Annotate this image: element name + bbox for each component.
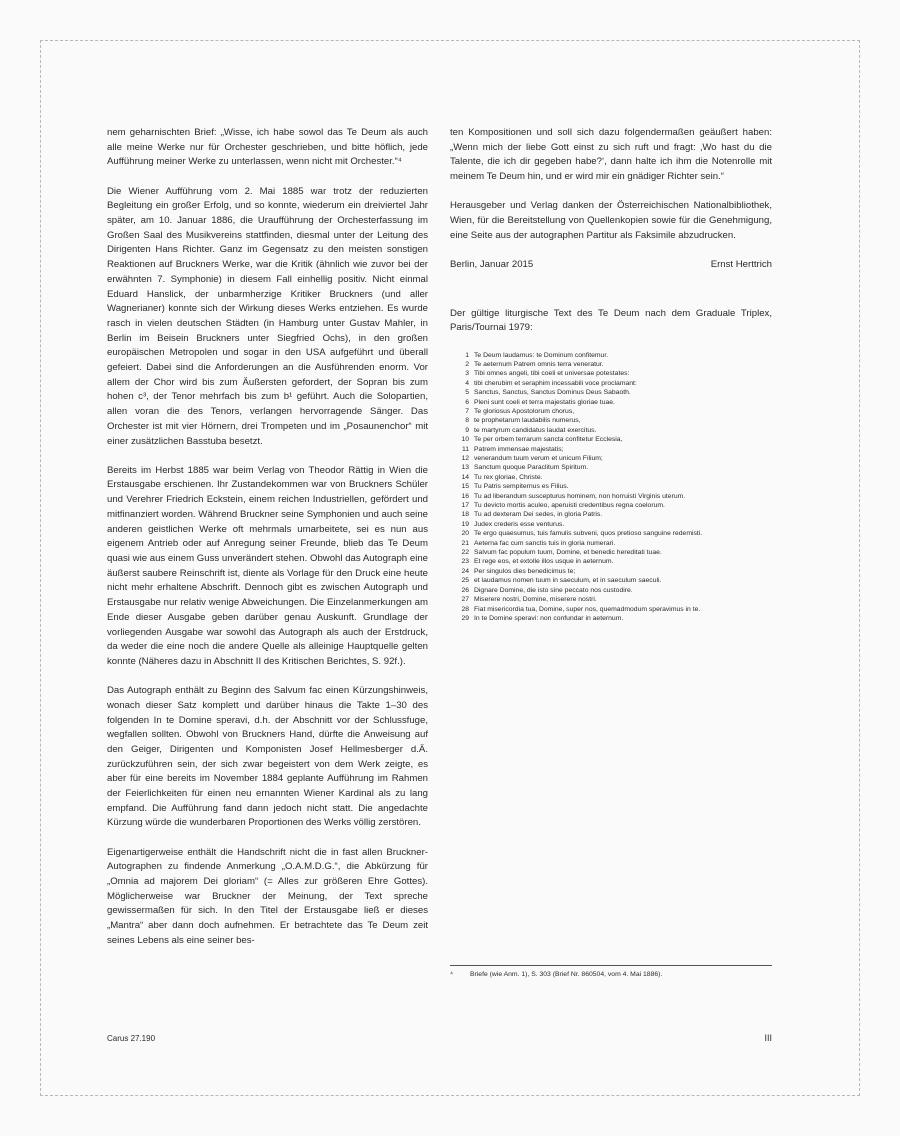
line-text: In te Domine speravi: non confundar in aeternum. xyxy=(474,614,624,622)
line-text: Pleni sunt coeli et terra majestatis gloriae tuae. xyxy=(474,398,615,406)
te-deum-line xyxy=(450,482,772,491)
line-number: 5 xyxy=(465,389,469,397)
line-text: Te Deum laudamus: te Dominum confitemur. xyxy=(474,351,609,359)
line-number: 24 xyxy=(461,567,469,575)
line-text: Tu devicto mortis aculeo, aperuisti credentibus regna coelorum. xyxy=(474,502,665,510)
left-column xyxy=(107,126,428,963)
line-text: Tu rex gloriae, Christe. xyxy=(474,473,543,481)
signature-place-date: Berlin, Januar 2015 xyxy=(450,258,534,270)
line-number: 11 xyxy=(461,445,469,453)
te-deum-line xyxy=(450,416,772,425)
line-text: Tu ad liberandum suscepturus hominem, non horruisti Virginis uterum. xyxy=(474,492,686,500)
footnote-text: Briefe (wie Anm. 1), S. 303 (Brief Nr. 860504, vom 4. Mai 1886). xyxy=(470,971,663,978)
line-number: 2 xyxy=(465,360,469,368)
line-number: 16 xyxy=(461,492,469,500)
line-text: Te per orbem terrarum sancta confitetur Ecclesia, xyxy=(474,436,623,444)
line-text: Te aeternum Patrem omnis terra veneratur. xyxy=(474,360,604,368)
line-number: 28 xyxy=(461,605,469,613)
line-number: 14 xyxy=(461,473,469,481)
line-text: Tu Patris sempiternus es Filius. xyxy=(474,483,569,491)
te-deum-text-list xyxy=(450,351,772,624)
line-number: 22 xyxy=(461,549,469,557)
te-deum-line xyxy=(450,548,772,557)
line-text: Fiat misericordia tua, Domine, super nos, quemadmodum speravimus in te. xyxy=(474,605,701,613)
te-deum-line xyxy=(450,595,772,604)
line-text: Salvum fac populum tuum, Domine, et benedic hereditati tuae. xyxy=(474,549,662,557)
te-deum-line xyxy=(450,605,772,614)
te-deum-line xyxy=(450,501,772,510)
te-deum-line xyxy=(450,398,772,407)
te-deum-line xyxy=(450,463,772,472)
line-number: 3 xyxy=(465,370,469,378)
te-deum-line xyxy=(450,520,772,529)
line-number: 21 xyxy=(461,539,469,547)
line-text: Patrem immensae majestatis; xyxy=(474,445,564,453)
te-deum-line xyxy=(450,379,772,388)
te-deum-line xyxy=(450,567,772,576)
line-number: 17 xyxy=(461,502,469,510)
line-number: 4 xyxy=(465,379,469,387)
line-text: Per singulos dies benedicimus te; xyxy=(474,567,576,575)
right-column xyxy=(450,126,772,623)
text-intro: Der gültige liturgische Text des Te Deum nach dem Graduale Triplex, Paris/Tournai 1979: xyxy=(450,307,772,334)
line-number: 7 xyxy=(465,407,469,415)
line-number: 27 xyxy=(461,596,469,604)
te-deum-line xyxy=(450,539,772,548)
page-number: III xyxy=(764,1033,772,1043)
line-text: Dignare Domine, die isto sine peccato nos custodire. xyxy=(474,586,633,594)
line-number: 6 xyxy=(465,398,469,406)
line-number: 18 xyxy=(461,511,469,519)
line-number: 26 xyxy=(461,586,469,594)
line-text: venerandum tuum verum et unicum Filium; xyxy=(474,455,603,462)
paragraph: Herausgeber und Verlag danken der Österreichischen Nationalbibliothek, Wien, für die Bereitstellung von Quellenkopien sowie für die Genehmigung, eine Seite aus der autographen Partitur als Faksimile abzudrucken. xyxy=(450,200,772,241)
paragraph: Die Wiener Aufführung vom 2. Mai 1885 war trotz der reduzierten Begleitung ein großer Erfolg, und so konnte, wiederum ein dreiviertel Jahr später, am 10. Januar 1886, die Uraufführung der Orchesterfassung im Großen Saal des Musikvereins stattfinden, diesmal unter der Leitung des Dirigenten Hans Richter. Ganz im Gegensatz zu den meisten sonstigen Reaktionen auf Bruckners Werke, war die Kritik (ähnlich wie zuvor bei der erwähnten 7. Symphonie) in diesem Fall einhellig positiv. Nicht einmal Eduard Hanslick, der unbarmherzige Kritiker Bruckners (und aller Wagnerianer) konnte sich der Wirkung dieses Werks entziehen. Es wurde rasch in vielen deutschen Städten (in Hamburg unter Gustav Mahler, in Berlin im Beisein Bruckners unter Siegfried Ochs), in den großen europäischen Metropolen und sogar in den USA aufgeführt und überall gefeiert. Dabei sind die Anforderungen an die Ausführenden enorm. Vor allem der Chor wird bis zum Äußersten gefordert, der Sopran bis zum hohen c³, der Tenor mehrfach bis zum b¹ geführt. Auch die Solopartien, allen voran die des Tenors, verlangen hervorragende Sänger. Das Orchester ist mit vier Hörnern, drei Trompeten und im „Posaunenchor“ mit einer zusätzlichen Basstuba besetzt. xyxy=(107,185,428,447)
line-text: Tibi omnes angeli, tibi coeli et universae potestates: xyxy=(474,370,630,378)
line-number: 15 xyxy=(461,483,469,491)
te-deum-line xyxy=(450,351,772,360)
te-deum-line xyxy=(450,388,772,397)
line-number: 1 xyxy=(465,351,469,359)
line-text: Tu ad dexteram Dei sedes, in gloria Patris. xyxy=(474,511,603,519)
te-deum-line xyxy=(450,407,772,416)
line-text: Sanctus, Sanctus, Sanctus Dominus Deus Sabaoth. xyxy=(474,389,631,397)
line-text: tibi cherubim et seraphim incessabili voce proclamant: xyxy=(474,379,637,387)
signature-line xyxy=(450,258,772,273)
paragraph: Eigenartigerweise enthält die Handschrift nicht die in fast allen Bruckner-Autographen zu findende Anmerkung „O.A.M.D.G.“, die Abkürzung für „Omnia ad majorem Dei gloriam“ (= Alles zur größeren Ehre Gottes). Möglicherweise war Bruckner der Meinung, der Text spreche gewissermaßen für sich. In den Titel der Erstausgabe ließ er dieses „Mantra“ aber dann doch aufnehmen. Er betrachtete das Te Deum zeit seines Lebens als eine seiner bes- xyxy=(107,846,428,946)
te-deum-line xyxy=(450,576,772,585)
te-deum-line xyxy=(450,445,772,454)
line-text: Miserere nostri, Domine, miserere nostri. xyxy=(474,596,597,604)
te-deum-line xyxy=(450,557,772,566)
line-number: 25 xyxy=(461,577,469,585)
paragraph: nem geharnischten Brief: „Wisse, ich habe sowol das Te Deum als auch alle meine Werke nur für Orchester geschrieben, und bitte höflich, jede Aufführung meiner Werke zu unterlassen, wenn nicht mit Orchester.“⁴ xyxy=(107,127,428,168)
te-deum-line xyxy=(450,426,772,435)
te-deum-line xyxy=(450,510,772,519)
line-number: 29 xyxy=(461,614,469,622)
footnote-marker: ⁴ xyxy=(450,971,453,978)
te-deum-line xyxy=(450,586,772,595)
line-number: 12 xyxy=(461,455,469,462)
line-text: et laudamus nomen tuum in saeculum, et in saeculum saeculi. xyxy=(474,577,662,585)
line-text: Sanctum quoque Paraclitum Spiritum. xyxy=(474,464,589,472)
te-deum-line xyxy=(450,369,772,378)
line-text: Aeterna fac cum sanctis tuis in gloria numerari. xyxy=(474,539,616,547)
publisher-code: Carus 27.190 xyxy=(107,1034,156,1043)
signature-name: Ernst Herttrich xyxy=(710,258,772,270)
line-text: Te ergo quaesumus, tuis famulis subveni, quos pretioso sanguine redemisti. xyxy=(474,530,703,538)
line-text: Et rege eos, et extolle illos usque in aeternum. xyxy=(474,558,614,566)
line-text: te prophetarum laudabilis numerus, xyxy=(474,417,581,425)
paragraph: ten Kompositionen und soll sich dazu folgendermaßen geäußert haben: „Wenn mich der liebe Gott einst zu sich ruft und fragt: ‚Wo hast du die Talente, die ich dir gegeben habe?‘, dann halte ich ihm die Notenrolle mit meinem Te Deum hin, und er wird mir ein gnädiger Richter sein.“ xyxy=(450,127,772,183)
te-deum-line xyxy=(450,435,772,444)
line-text: Te gloriosus Apostolorum chorus, xyxy=(474,407,575,415)
footnote xyxy=(450,965,772,979)
line-number: 20 xyxy=(461,530,469,538)
line-number: 13 xyxy=(461,464,469,472)
te-deum-line xyxy=(450,454,772,463)
te-deum-line xyxy=(450,529,772,538)
line-number: 10 xyxy=(461,436,469,444)
te-deum-line xyxy=(450,360,772,369)
paragraph: Bereits im Herbst 1885 war beim Verlag von Theodor Rättig in Wien die Erstausgabe erschienen. Ihr Zustandekommen war von Bruckners Schüler und Verehrer Friedrich Eckstein, einem reichen Industriellen, gefördert und mitfinanziert worden. Während Bruckner seine Symphonien und auch seine anderen geistlichen Werke oft mehrmals umarbeitete, sei es nun aus eigenem Antrieb oder auf Anregung seiner Freunde, blieb das Te Deum quasi wie aus einem Guss unverändert stehen. Obwohl das Autograph eine äußerst saubere Reinschrift ist, diente als Vorlage für den Druck eine heute nicht mehr erhaltene Abschrift. Dennoch gibt es zwischen Autograph und Erstausgabe nur relativ wenige Abweichungen. Die Einzelanmerkungen am Ende dieser Ausgabe geben darüber genau Auskunft. Grundlage der vorliegenden Ausgabe war sowohl das Autograph als auch der Erstdruck, da weder die eine noch die andere Quelle als alleinige Hauptquelle gelten konnte (Näheres dazu in Abschnitt II des Kritischen Berichtes, S. 92f.). xyxy=(107,464,428,667)
line-number: 19 xyxy=(461,520,469,528)
te-deum-line xyxy=(450,473,772,482)
line-number: 8 xyxy=(465,417,469,425)
line-text: te martyrum candidatus laudat exercitus. xyxy=(474,426,597,434)
te-deum-line xyxy=(450,492,772,501)
te-deum-line xyxy=(450,614,772,623)
paragraph: Das Autograph enthält zu Beginn des Salvum fac einen Kürzungshinweis, wonach dieser Satz komplett und darüber hinaus die Takte 1–30 des folgenden In te Domine speravi, d.h. der Abschnitt vor der Schlussfuge, wegfallen sollten. Obwohl von Bruckners Hand, dürfte die Anweisung auf den Geiger, Dirigenten und Komponisten Josef Hellmesberger d.Ä. zurückzuführen sein, der sich zwar begeistert von dem Werk zeigte, es aber für eine bereits im November 1884 geplante Aufführung im Rahmen der Feierlichkeiten für einen neu ernannten Wiener Kardinal als zu lang empfand. Die Aufführung fand dann jedoch nicht statt. Die angedachte Kürzung würde die wunderbaren Proportionen des Werks völlig zerstören. xyxy=(107,685,428,829)
line-number: 23 xyxy=(461,558,469,566)
line-text: Judex crederis esse venturus. xyxy=(474,520,565,528)
line-number: 9 xyxy=(465,426,469,434)
